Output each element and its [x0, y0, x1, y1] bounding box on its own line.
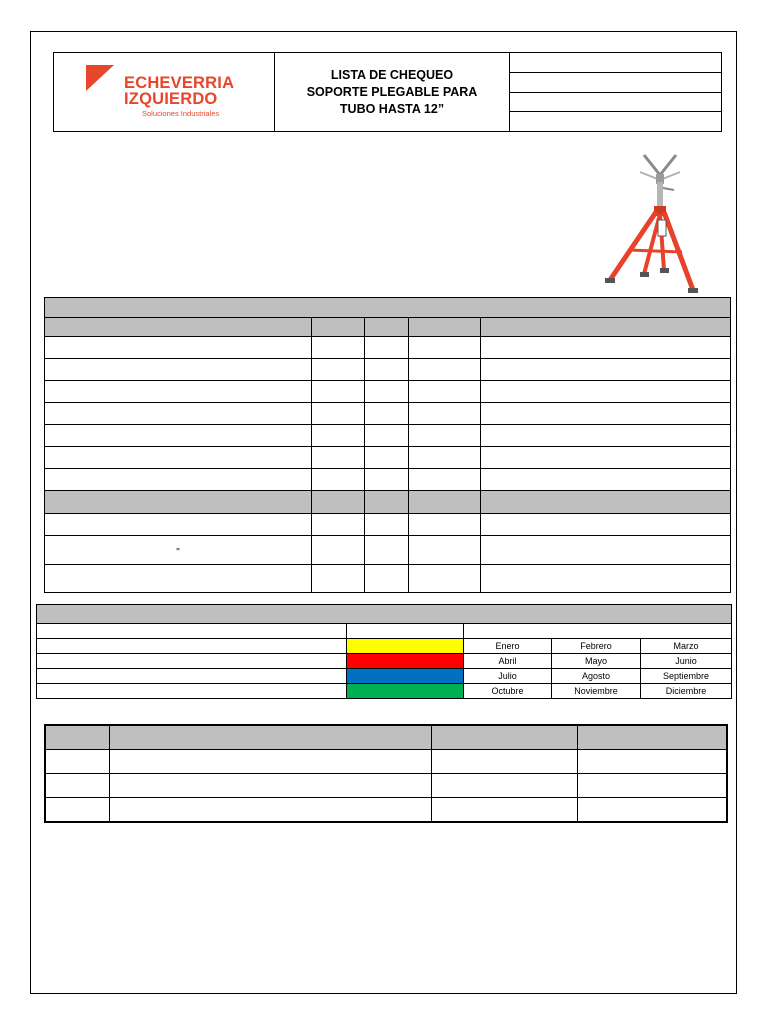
checklist-row [45, 381, 731, 403]
legend-row [37, 684, 732, 699]
color-swatch-yellow [347, 639, 464, 654]
check-cell[interactable] [409, 425, 481, 447]
signature-cell[interactable] [45, 798, 109, 823]
legend-row [37, 639, 732, 654]
legend-row [37, 669, 732, 684]
item-cell [45, 514, 312, 536]
check-cell[interactable] [409, 403, 481, 425]
observation-cell[interactable] [481, 447, 731, 469]
check-cell[interactable] [312, 514, 365, 536]
legend-label-cell [37, 669, 347, 684]
month-cell: Junio [641, 654, 732, 669]
month-cell: Enero [464, 639, 552, 654]
check-cell[interactable] [409, 337, 481, 359]
group-header-cell [312, 491, 365, 514]
signature-cell[interactable] [577, 774, 727, 798]
item-cell [45, 565, 312, 593]
checklist-row [45, 565, 731, 593]
group-header-cell [365, 491, 409, 514]
checklist-row [45, 469, 731, 491]
signature-header-cell [45, 725, 109, 750]
check-cell[interactable] [365, 381, 409, 403]
group-header-cell [365, 318, 409, 337]
pipe-stand-icon [600, 150, 700, 295]
title-line-3: TUBO HASTA 12” [339, 101, 445, 116]
legend-label-cell [37, 624, 347, 639]
info-row[interactable] [510, 93, 721, 113]
signature-cell[interactable] [109, 750, 431, 774]
month-cell: Febrero [552, 639, 641, 654]
signature-row [45, 750, 727, 774]
signature-cell[interactable] [45, 750, 109, 774]
checklist-row [45, 536, 731, 565]
check-cell[interactable] [365, 536, 409, 565]
signature-cell[interactable] [577, 798, 727, 823]
group-header-cell [409, 491, 481, 514]
item-cell [45, 381, 312, 403]
month-cell: Diciembre [641, 684, 732, 699]
legend-months-header [464, 624, 732, 639]
observation-cell[interactable] [481, 403, 731, 425]
signature-table [44, 724, 728, 823]
color-swatch-blue [347, 669, 464, 684]
checklist-row [45, 425, 731, 447]
check-cell[interactable] [409, 469, 481, 491]
signature-cell[interactable] [431, 798, 577, 823]
month-cell: Septiembre [641, 669, 732, 684]
item-cell [45, 469, 312, 491]
color-swatch-red [347, 654, 464, 669]
document-info-box [510, 53, 721, 131]
company-logo [54, 53, 275, 131]
document-header [53, 52, 722, 132]
item-cell [45, 425, 312, 447]
check-cell[interactable] [409, 359, 481, 381]
group-header-cell [45, 318, 312, 337]
observation-cell[interactable] [481, 337, 731, 359]
check-cell[interactable] [409, 536, 481, 565]
check-cell[interactable] [312, 337, 365, 359]
item-cell [45, 447, 312, 469]
month-cell: Octubre [464, 684, 552, 699]
check-cell[interactable] [365, 514, 409, 536]
observation-cell[interactable] [481, 359, 731, 381]
check-cell[interactable] [312, 447, 365, 469]
signature-header-cell [577, 725, 727, 750]
month-cell: Julio [464, 669, 552, 684]
signature-cell[interactable] [109, 798, 431, 823]
check-cell[interactable] [312, 403, 365, 425]
group-header-cell [481, 318, 731, 337]
check-cell[interactable] [312, 425, 365, 447]
check-cell[interactable] [409, 565, 481, 593]
check-cell[interactable] [312, 359, 365, 381]
signature-header-cell [431, 725, 577, 750]
group-header-cell [409, 318, 481, 337]
check-cell[interactable] [365, 403, 409, 425]
document-title [275, 53, 510, 131]
title-line-2: SOPORTE PLEGABLE PARA [306, 84, 478, 99]
month-cell: Agosto [552, 669, 641, 684]
signature-cell[interactable] [577, 750, 727, 774]
observation-cell[interactable] [481, 425, 731, 447]
signature-cell[interactable] [431, 750, 577, 774]
month-cell: Mayo [552, 654, 641, 669]
group-header-cell [45, 491, 312, 514]
legend-header [37, 605, 732, 624]
signature-row [45, 798, 727, 823]
checklist-section-header [45, 298, 731, 318]
observation-cell[interactable] [481, 565, 731, 593]
signature-cell[interactable] [45, 774, 109, 798]
item-cell [45, 359, 312, 381]
logo-tagline: Soluciones Industriales [142, 109, 220, 118]
legend-label-cell [37, 654, 347, 669]
checklist-row [45, 337, 731, 359]
checklist-row [45, 514, 731, 536]
month-cell: Abril [464, 654, 552, 669]
logo-triangle-icon [86, 65, 114, 93]
signature-cell[interactable] [431, 774, 577, 798]
check-cell[interactable] [365, 359, 409, 381]
check-cell[interactable] [365, 425, 409, 447]
check-cell[interactable] [365, 447, 409, 469]
check-cell[interactable] [409, 447, 481, 469]
check-cell[interactable] [365, 337, 409, 359]
check-cell[interactable] [409, 514, 481, 536]
checklist-row [45, 359, 731, 381]
logo-brand [124, 75, 234, 107]
month-cell: Marzo [641, 639, 732, 654]
inspection-color-legend [36, 604, 732, 699]
legend-color-header [347, 624, 464, 639]
signature-header-cell [109, 725, 431, 750]
checklist-row [45, 447, 731, 469]
info-row[interactable] [510, 53, 721, 73]
info-row[interactable] [510, 112, 721, 131]
observation-cell[interactable] [481, 469, 731, 491]
check-cell[interactable] [409, 381, 481, 403]
legend-label-cell [37, 639, 347, 654]
checklist-table [44, 297, 731, 593]
logo-brand-line2: IZQUIERDO [124, 90, 218, 108]
legend-label-cell [37, 684, 347, 699]
observation-cell[interactable] [481, 536, 731, 565]
title-line-1: LISTA DE CHEQUEO [330, 67, 454, 82]
check-cell[interactable] [312, 469, 365, 491]
check-cell[interactable] [365, 565, 409, 593]
group-header-cell [481, 491, 731, 514]
legend-row [37, 654, 732, 669]
checklist-row [45, 403, 731, 425]
signature-cell[interactable] [109, 774, 431, 798]
logo-brand-line1: ECHEVERRIA [124, 74, 235, 92]
info-row[interactable] [510, 73, 721, 93]
item-cell: " [45, 536, 312, 565]
observation-cell[interactable] [481, 514, 731, 536]
group-header-cell [312, 318, 365, 337]
check-cell[interactable] [312, 381, 365, 403]
check-cell[interactable] [312, 565, 365, 593]
observation-cell[interactable] [481, 381, 731, 403]
item-cell [45, 403, 312, 425]
check-cell[interactable] [365, 469, 409, 491]
color-swatch-green [347, 684, 464, 699]
item-cell [45, 337, 312, 359]
month-cell: Noviembre [552, 684, 641, 699]
signature-row [45, 774, 727, 798]
check-cell[interactable] [312, 536, 365, 565]
